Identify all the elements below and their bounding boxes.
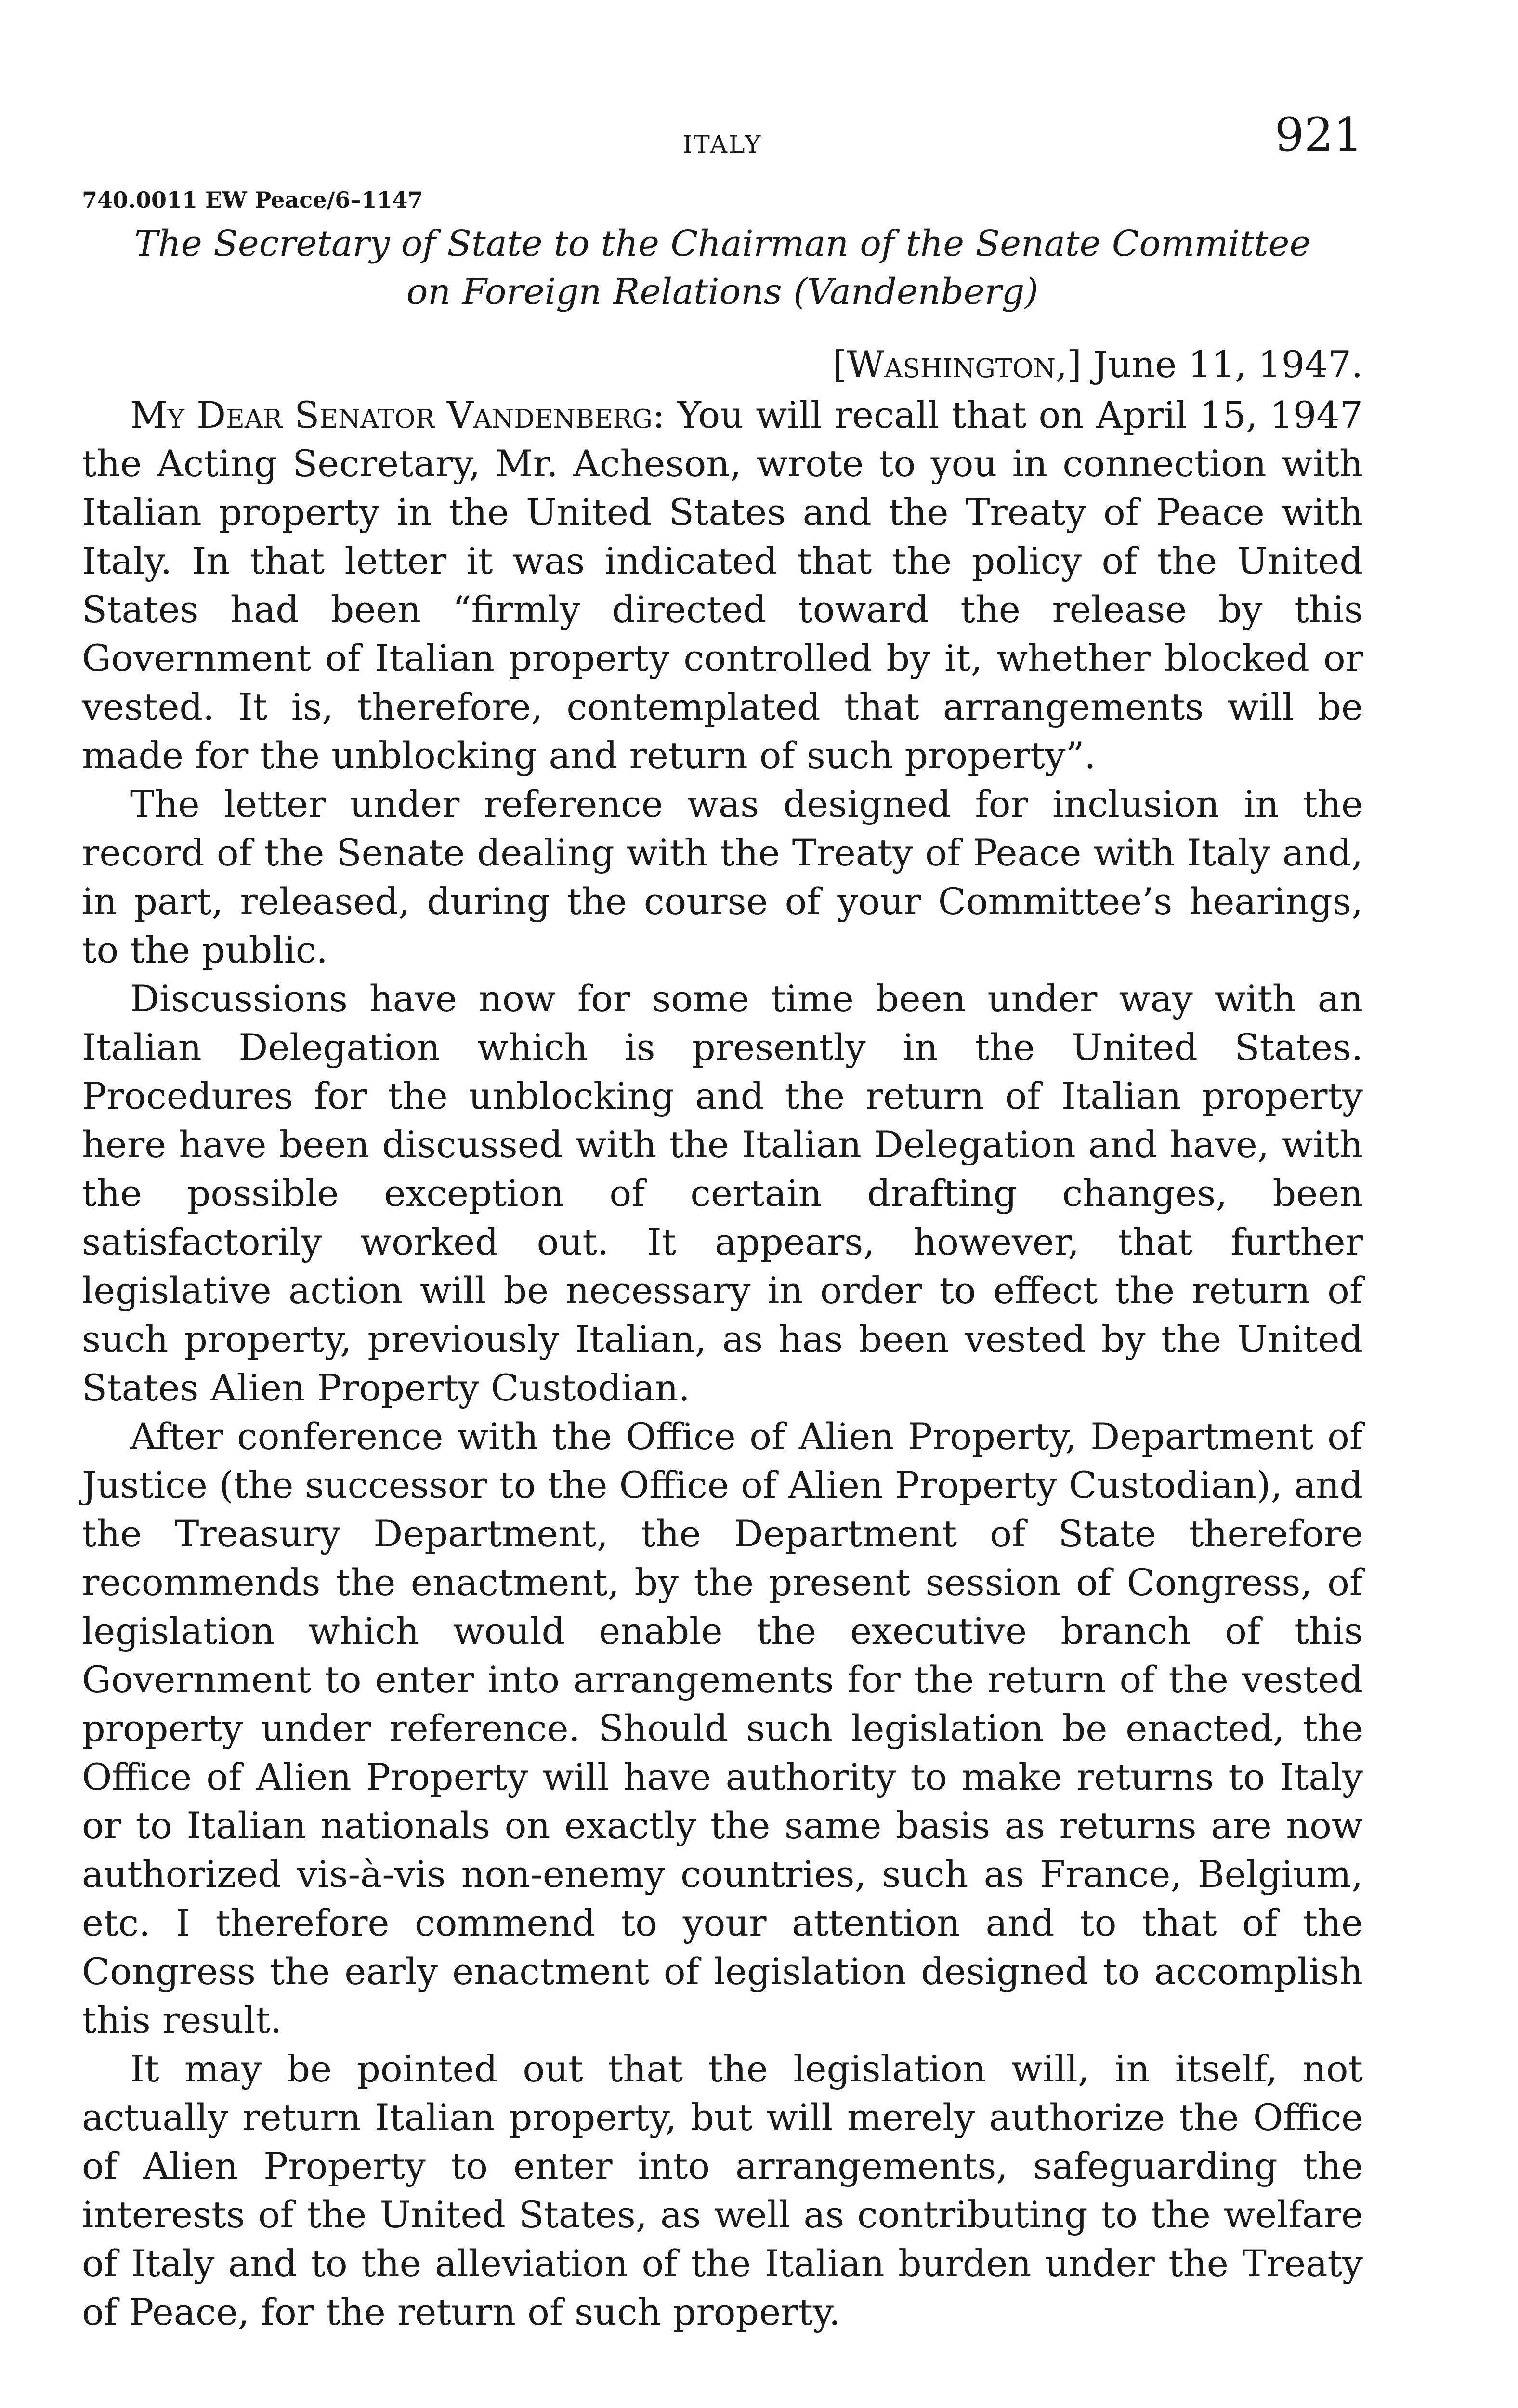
document-page xyxy=(82,108,1363,2336)
page-number: 921 xyxy=(1274,108,1363,162)
dateline xyxy=(82,340,1363,389)
document-title-line-1: The Secretary of State to the Chairman of the Senate Committee xyxy=(134,223,1311,264)
document-title xyxy=(82,220,1363,316)
paragraph-4: After conference with the Office of Alien Property, Department of Justice (the successor to the Office of Alien Property Custodian), and the Treasury Department, the Department of State therefore recommends the enactment, by the present session of Congress, of legislation which would enable the executive branch of this Government to enter into arrangements for the return of the vested property under reference. Should such legislation be enacted, the Office of Alien Property will have authority to make returns to Italy or to Italian nationals on exactly the same basis as returns are now authorized vis-à-vis non-enemy countries, such as France, Belgium, etc. I therefore commend to your attention and to that of the Congress the early enactment of legislation designed to accomplish this result. xyxy=(82,1415,1363,2042)
paragraph-1-text: You will recall that on April 15, 1947 the Acting Secretary, Mr. Acheson, wrote to you in connection with Italian property in the United States and the Treaty of Peace with Italy. In that letter it was indicated that the policy of the United States had been “firmly directed toward the release by this Government of Italian property controlled by it, whether blocked or vested. It is, therefore, contemplated that arrangements will be made for the unblocking and return of such property”. xyxy=(82,393,1363,777)
paragraph-5: It may be pointed out that the legislation will, in itself, not actually return Italian property, but will merely authorize the Office of Alien Property to enter into arrangements, safeguarding the interests of the United States, as well as contributing to the welfare of Italy and to the alleviation of the Italian burden under the Treaty of Peace, for the return of such property. xyxy=(82,2047,1363,2333)
salutation: My Dear Senator Vandenberg: xyxy=(130,393,665,436)
paragraph-2: The letter under reference was designed for inclusion in the record of the Senate dealing with the Treaty of Peace with Italy and, in part, released, during the course of your Committee’s hearings, to the public. xyxy=(82,783,1363,971)
file-reference: 740.0011 EW Peace/6–1147 xyxy=(82,187,423,213)
paragraph-3: Discussions have now for some time been under way with an Italian Delegation which is presently in the United States. Procedures for the unblocking and the return of Italian property here have been discussed with the Italian Delegation and have, with the possible exception of certain drafting changes, been satisfactorily worked out. It appears, however, that further legislative action will be necessary in order to effect the return of such property, previously Italian, as has been vested by the United States Alien Property Custodian. xyxy=(82,977,1363,1409)
paragraph-1 xyxy=(82,391,1363,780)
dateline-place: [Washington,] xyxy=(832,343,1082,386)
running-title: ITALY xyxy=(682,131,762,158)
dateline-date: June 11, 1947. xyxy=(1093,343,1363,386)
document-title-line-2: on Foreign Relations (Vandenberg) xyxy=(406,271,1039,313)
running-header xyxy=(82,108,1363,173)
